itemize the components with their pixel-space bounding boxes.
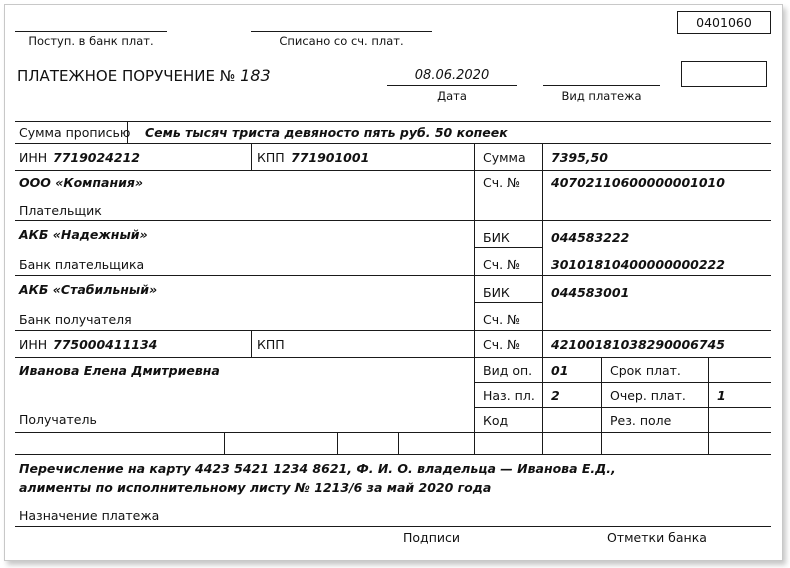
purpose-label: Назначение платежа xyxy=(19,508,160,523)
rule-codes-bottom xyxy=(15,454,771,455)
priority-value: 1 xyxy=(717,388,726,403)
payee-bank-name: АКБ «Стабильный» xyxy=(19,282,158,297)
sum-value: 7395,50 xyxy=(551,150,608,165)
rule-details-2 xyxy=(474,407,771,408)
date-value: 08.06.2020 xyxy=(414,68,490,83)
payment-type-line xyxy=(543,85,660,86)
order-number: 183 xyxy=(240,66,271,85)
priority-label: Очер. плат. xyxy=(610,388,686,403)
received-line xyxy=(15,31,167,32)
received-label: Поступ. в банк плат. xyxy=(28,34,154,48)
payee-role-label: Получатель xyxy=(19,412,97,427)
title-text: ПЛАТЕЖНОЕ ПОРУЧЕНИЕ № xyxy=(17,67,236,85)
divider-code-1 xyxy=(224,432,225,454)
rule-amount-top xyxy=(15,121,771,122)
payer-inn-label: ИНН xyxy=(19,150,48,165)
date-label: Дата xyxy=(437,89,467,103)
divider-details-mid xyxy=(601,357,602,454)
payer-inn: 7719024212 xyxy=(53,150,140,165)
rule-payee-bank-bottom xyxy=(15,330,771,331)
date-line xyxy=(387,85,517,86)
op-type-value: 01 xyxy=(551,363,569,378)
purpose-code-label: Наз. пл. xyxy=(483,388,535,403)
due-label: Срок плат. xyxy=(610,363,681,378)
divider-inn-kpp xyxy=(251,143,252,170)
payee-kpp-label: КПП xyxy=(257,337,285,352)
payee-inn-label: ИНН xyxy=(19,337,48,352)
rule-payee-bank-bik xyxy=(474,302,542,303)
sum-label: Сумма xyxy=(483,150,526,165)
amount-words-value: Семь тысяч триста девяносто пять руб. 50 копеек xyxy=(145,125,508,140)
payer-bank-bik: 044583222 xyxy=(551,230,630,245)
payer-bank-role-label: Банк плательщика xyxy=(19,257,145,272)
payer-bank-account: 30101810400000000222 xyxy=(551,257,725,272)
payer-bank-name: АКБ «Надежный» xyxy=(19,227,148,242)
code-label: Код xyxy=(483,413,509,428)
payee-name: Иванова Елена Дмитриевна xyxy=(19,363,220,378)
reserve-label: Рез. поле xyxy=(610,413,672,428)
payer-bank-account-label: Сч. № xyxy=(483,257,521,272)
op-type-label: Вид оп. xyxy=(483,363,533,378)
divider-code-2 xyxy=(337,432,338,454)
divider-details-right xyxy=(708,357,709,454)
rule-table-bottom xyxy=(15,432,771,433)
payer-account-label: Сч. № xyxy=(483,175,521,190)
rule-payer-bank-bottom xyxy=(15,275,771,276)
bank-marks-label: Отметки банка xyxy=(607,530,707,545)
payee-account: 42100181038290006745 xyxy=(551,337,725,352)
payer-account: 40702110600000001010 xyxy=(551,175,725,190)
payee-inn: 775000411134 xyxy=(53,337,158,352)
purpose-code-value: 2 xyxy=(551,388,560,403)
debited-label: Списано со сч. плат. xyxy=(279,34,404,48)
rule-payee-inn-bottom xyxy=(15,357,771,358)
signatures-label: Подписи xyxy=(403,530,460,545)
payee-bank-account-label: Сч. № xyxy=(483,312,521,327)
divider-code-3 xyxy=(398,432,399,454)
purpose-line-2: алименты по исполнительному листу № 1213/6 за май 2020 года xyxy=(19,480,492,495)
purpose-line-1: Перечисление на карту 4423 5421 1234 8621, Ф. И. О. владельца — Иванова Е.Д., xyxy=(19,461,616,476)
amount-words-label: Сумма прописью xyxy=(19,125,131,140)
document-title xyxy=(17,67,271,85)
rule-payer-account-bottom xyxy=(474,220,771,221)
payment-type-label: Вид платежа xyxy=(561,89,642,103)
divider-value-column xyxy=(542,143,543,454)
payer-kpp: 771901001 xyxy=(291,150,370,165)
debited-line xyxy=(251,31,432,32)
payer-name: ООО «Компания» xyxy=(19,175,143,190)
rule-payer-bottom xyxy=(15,220,474,221)
payee-bank-role-label: Банк получателя xyxy=(19,312,132,327)
status-box xyxy=(681,61,767,87)
payer-kpp-label: КПП xyxy=(257,150,285,165)
payer-role-label: Плательщик xyxy=(19,203,102,218)
rule-row-inn xyxy=(15,170,771,171)
divider-payee-inn-kpp xyxy=(251,330,252,357)
rule-amount-bottom xyxy=(15,143,771,144)
payee-bank-bik-label: БИК xyxy=(483,285,510,300)
payer-bank-bik-label: БИК xyxy=(483,230,510,245)
payee-bank-bik: 044583001 xyxy=(551,285,630,300)
rule-details-1 xyxy=(474,382,771,383)
form-code: 0401060 xyxy=(696,15,752,30)
payee-account-label: Сч. № xyxy=(483,337,521,352)
rule-purpose-bottom xyxy=(15,526,771,527)
divider-label-column xyxy=(474,143,475,454)
rule-payer-bank-bik xyxy=(474,247,542,248)
payment-order-form xyxy=(4,4,783,561)
